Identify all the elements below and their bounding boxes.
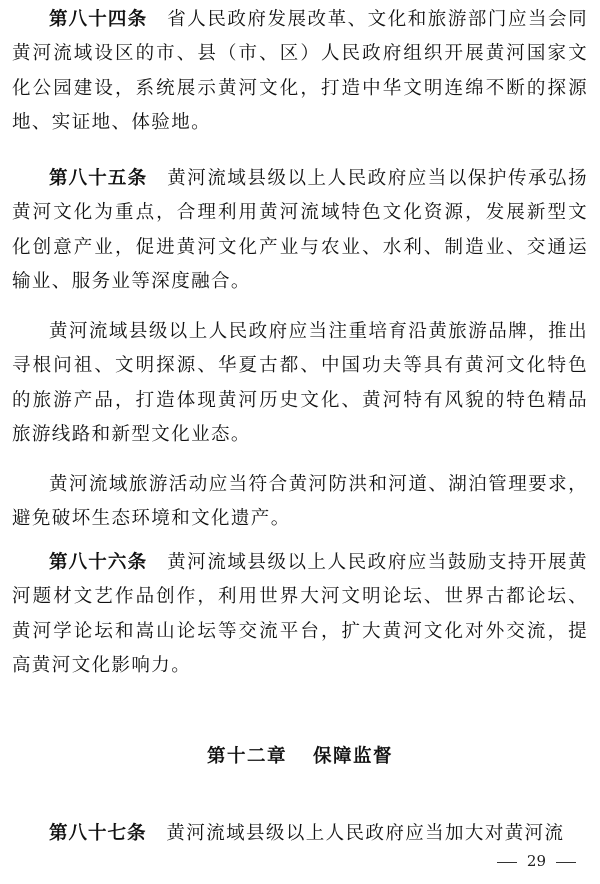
paragraph-article-86 xyxy=(12,546,588,683)
paragraph-article-84 xyxy=(12,3,588,140)
article-number: 第八十五条 xyxy=(49,168,148,189)
article-number: 第八十七条 xyxy=(49,823,147,844)
paragraph-tourism-activity xyxy=(12,468,588,537)
paragraph-text: 省人民政府发展改革、文化和旅游部门应当会同黄河流域设区的市、县（市、区）人民政府组织开展黄河国家文化公园建设，系统展示黄河文化，打造中华文明连绵不断的探源地、实证地、体验地。 xyxy=(12,9,588,133)
paragraph-tourism-brand xyxy=(12,315,588,452)
article-number: 第八十六条 xyxy=(49,552,148,573)
paragraph-text: 黄河流域旅游活动应当符合黄河防洪和河道、湖泊管理要求，避免破坏生态环境和文化遗产。 xyxy=(12,474,588,530)
paragraph-text: 黄河流域县级以上人民政府应当以保护传承弘扬黄河文化为重点，合理利用黄河流域特色文化资源，发展新型文化创意产业，促进黄河文化产业与农业、水利、制造业、交通运输业、服务业等深度融合。 xyxy=(12,168,588,292)
footer-dash-right xyxy=(556,862,576,863)
page-number: 29 xyxy=(526,852,546,870)
paragraph-article-87 xyxy=(12,817,588,851)
chapter-number: 第十二章 xyxy=(206,746,287,767)
footer-dash-left xyxy=(497,862,517,863)
article-number: 第八十四条 xyxy=(49,9,148,30)
chapter-title: 保障监督 xyxy=(313,746,394,767)
paragraph-article-85 xyxy=(12,162,588,299)
page-footer xyxy=(487,852,586,870)
chapter-heading xyxy=(12,742,588,768)
paragraph-text: 黄河流域县级以上人民政府应当注重培育沿黄旅游品牌，推出寻根问祖、文明探源、华夏古都、中国功夫等具有黄河文化特色的旅游产品，打造体现黄河历史文化、黄河特有风貌的特色精品旅游线路和新型文化业态。 xyxy=(12,321,588,445)
paragraph-text: 黄河流域县级以上人民政府应当鼓励支持开展黄河题材文艺作品创作，利用世界大河文明论坛、世界古都论坛、黄河学论坛和嵩山论坛等交流平台，扩大黄河文化对外交流，提高黄河文化影响力。 xyxy=(12,552,588,676)
paragraph-text: 黄河流域县级以上人民政府应当加大对黄河流 xyxy=(166,823,565,844)
